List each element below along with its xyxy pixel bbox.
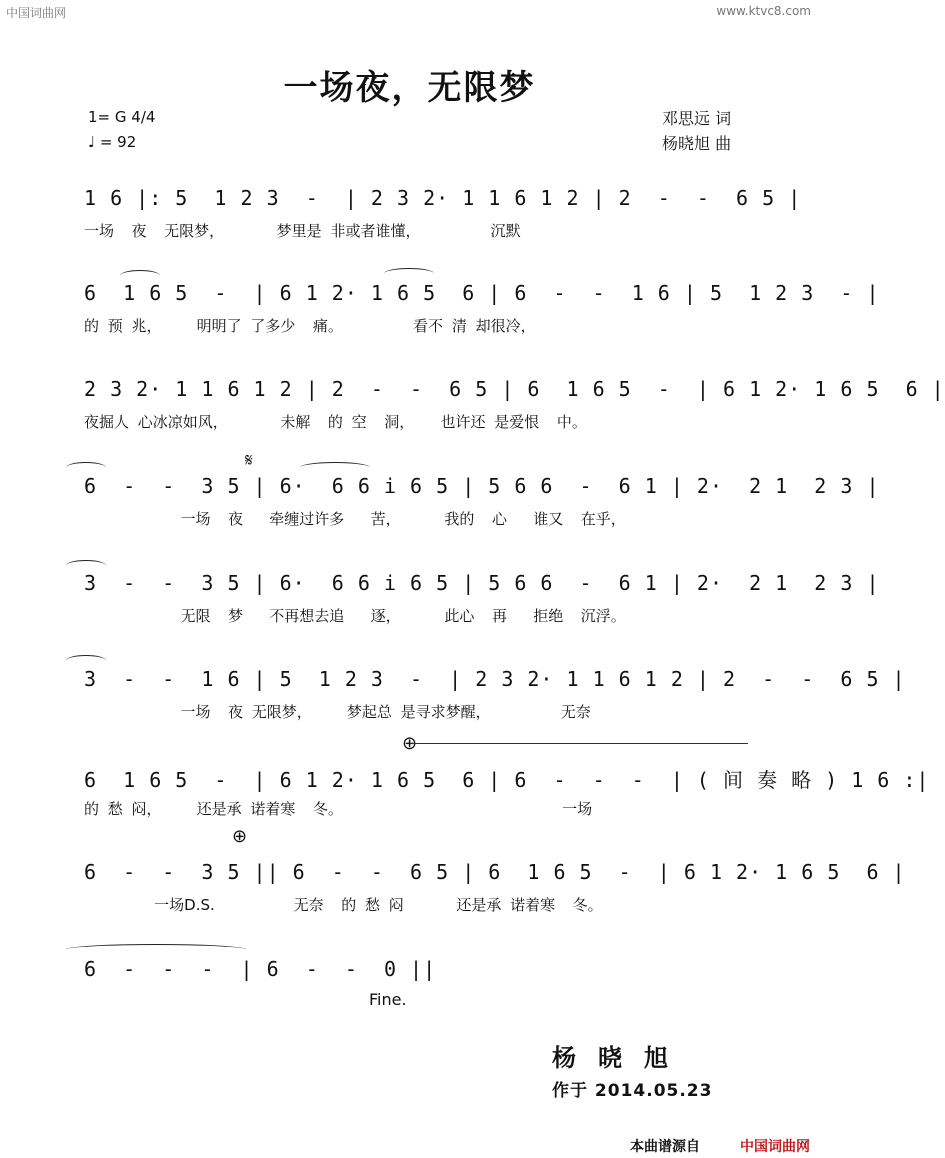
score-system-9 xyxy=(84,957,754,985)
lyrics-line: 夜掘人 心冰凉如风， 未解 的 空 洞， 也许还 是爱恨 中。 xyxy=(84,413,587,431)
lyrics-line: 的 预 兆， 明明了 了多少 痛。 看不 清 却很冷， xyxy=(84,317,536,335)
notes-line: 6 - - 3 5 | 6· 6 6 i 6 5 | 5 6 6 - 6 1 | 2· 2 1 2 3 | xyxy=(84,474,880,498)
score-system-7 xyxy=(84,764,930,819)
score-system-3 xyxy=(84,377,945,432)
score-system-4 xyxy=(84,474,880,529)
notes-line: 6 1 6 5 - | 6 1 2· 1 6 5 6 | 6 - - 1 6 | 5 1 2 3 - | xyxy=(84,281,880,305)
volta-bracket xyxy=(410,743,748,744)
key-signature: 1= G 4/4 xyxy=(88,108,156,126)
lyrics-line: 一场 夜 牵缠过许多 苦， 我的 心 谁又 在乎， xyxy=(84,510,626,528)
watermark-right: www.ktvc8.com xyxy=(716,4,811,18)
score-system-8 xyxy=(84,860,906,915)
lyrics-line: 一场 夜 无限梦， 梦里是 非或者谁懂， 沉默 xyxy=(84,222,521,240)
tie-slur xyxy=(66,944,246,955)
tie-slur xyxy=(120,270,160,281)
score-system-6 xyxy=(84,667,906,722)
signer-name: 杨晓旭 xyxy=(552,1044,690,1072)
lyrics-line: 一场D.S. 无奈 的 愁 闷 还是承 诺着寒 冬。 xyxy=(84,896,603,914)
lyrics-line: 的 愁 闷， 还是承 诺着寒 冬。 一场 xyxy=(84,800,593,818)
score-system-1 xyxy=(84,186,802,241)
tie-slur xyxy=(300,462,370,473)
tie-slur xyxy=(66,462,106,473)
notes-line: 6 1 6 5 - | 6 1 2· 1 6 5 6 | 6 - - - | ( 间 奏 略 ) 1 6 :| xyxy=(84,768,930,792)
notes-line: 3 - - 3 5 | 6· 6 6 i 6 5 | 5 6 6 - 6 1 | 2· 2 1 2 3 | xyxy=(84,571,880,595)
source-site[interactable]: 中国词曲网 xyxy=(740,1139,810,1155)
notes-line: 2 3 2· 1 1 6 1 2 | 2 - - 6 5 | 6 1 6 5 - | 6 1 2· 1 6 5 6 | xyxy=(84,377,945,401)
source-label: 本曲谱源自 xyxy=(630,1139,700,1155)
composer-credit: 杨晓旭 曲 xyxy=(662,134,732,153)
tie-slur xyxy=(66,560,106,571)
tie-slur xyxy=(384,268,434,279)
notes-line: 1 6 |: 5 1 2 3 - | 2 3 2· 1 1 6 1 2 | 2 - - 6 5 | xyxy=(84,186,802,210)
segno-icon: 𝄋 xyxy=(245,450,253,471)
notes-line: 6 - - 3 5 || 6 - - 6 5 | 6 1 6 5 - | 6 1 2· 1 6 5 6 | xyxy=(84,860,906,884)
notes-line: 6 - - - | 6 - - 0 || xyxy=(84,957,437,981)
score-system-5 xyxy=(84,571,880,626)
lyrics-line: 一场 夜 无限梦， 梦起总 是寻求梦醒， 无奈 xyxy=(84,703,591,721)
notes-line: 3 - - 1 6 | 5 1 2 3 - | 2 3 2· 1 1 6 1 2 | 2 - - 6 5 | xyxy=(84,667,906,691)
fine-marking: Fine. xyxy=(369,990,407,1009)
watermark-left: 中国词曲网 xyxy=(6,6,67,20)
composition-date: 作于 2014.05.23 xyxy=(552,1081,713,1101)
tie-slur xyxy=(66,655,106,666)
song-title: 一场夜，无限梦 xyxy=(283,68,536,108)
lyrics-line: 无限 梦 不再想去追 逐， 此心 再 拒绝 沉浮。 xyxy=(84,607,626,625)
coda-icon: ⊕ xyxy=(402,733,418,754)
score-system-2 xyxy=(84,281,880,336)
tempo-marking: ♩ = 92 xyxy=(88,133,137,151)
lyricist-credit: 邓思远 词 xyxy=(662,109,732,128)
coda-icon: ⊕ xyxy=(232,826,248,847)
